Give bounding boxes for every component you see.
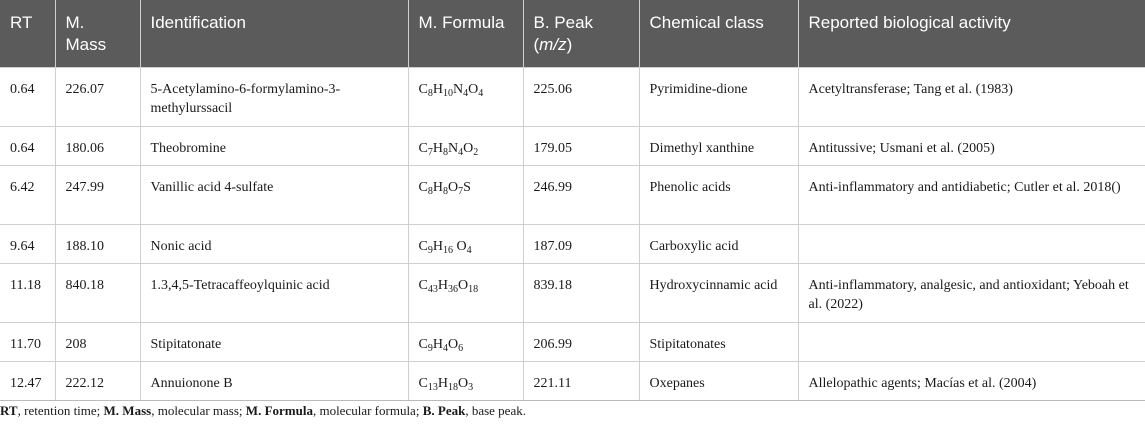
header-identification: Identification — [140, 0, 408, 67]
cell-rt: 6.42 — [0, 165, 55, 224]
formula-subscript: 8 — [442, 146, 448, 158]
table-row — [0, 126, 1145, 165]
cell-identification: Nonic acid — [140, 224, 408, 263]
header-peak-unit: m/z — [539, 35, 567, 54]
footnote-definition: , molecular formula; — [312, 403, 423, 418]
formula-subscript: 7 — [458, 185, 464, 197]
formula-element: H — [432, 81, 443, 97]
cell-peak: 225.06 — [523, 67, 639, 126]
cell-formula — [408, 165, 523, 224]
formula-element: O — [452, 238, 467, 254]
header-row — [0, 0, 1145, 67]
formula-subscript: 10 — [442, 87, 453, 99]
formula-element: O — [447, 179, 459, 195]
cell-rt: 0.64 — [0, 126, 55, 165]
cell-biological-activity: Anti-inflammatory, analgesic, and antioxidant; Yeboah et al. (2022) — [798, 263, 1145, 322]
footnote-abbreviation: B. Peak — [422, 403, 466, 418]
cell-peak: 187.09 — [523, 224, 639, 263]
cell-peak: 839.18 — [523, 263, 639, 322]
cell-peak: 179.05 — [523, 126, 639, 165]
cell-biological-activity: Anti-inflammatory and antidiabetic; Cutler et al. 2018() — [798, 165, 1145, 224]
formula-element: H — [432, 336, 443, 352]
cell-peak: 206.99 — [523, 322, 639, 361]
formula-element: N — [447, 140, 459, 156]
formula-element: H — [432, 238, 443, 254]
formula-subscript: 4 — [458, 146, 464, 158]
table-row — [0, 224, 1145, 263]
cell-mass: 208 — [55, 322, 140, 361]
formula-subscript: 18 — [447, 381, 458, 393]
header-rt: RT — [10, 13, 33, 32]
header-peak-close: ) — [566, 35, 573, 54]
formula-element: C — [418, 238, 428, 254]
cell-identification: 5-Acetylamino-6-formylamino-3-methylurssacil — [140, 67, 408, 126]
cell-mass: 247.99 — [55, 165, 140, 224]
formula-element: O — [457, 277, 469, 293]
formula-element: H — [437, 375, 448, 391]
cell-mass: 180.06 — [55, 126, 140, 165]
cell-identification: 1.3,4,5-Tetracaffeoylquinic acid — [140, 263, 408, 322]
formula-subscript: 9 — [427, 244, 433, 256]
formula-subscript: 4 — [442, 342, 448, 354]
cell-biological-activity: Allelopathic agents; Macías et al. (2004) — [798, 361, 1145, 400]
footnote-abbreviation: RT — [0, 403, 18, 418]
cell-rt: 12.47 — [0, 361, 55, 400]
cell-formula — [408, 263, 523, 322]
cell-rt: 11.18 — [0, 263, 55, 322]
formula-element: S — [463, 179, 471, 195]
table-row — [0, 165, 1145, 224]
formula-subscript: 2 — [473, 146, 479, 158]
formula-element: O — [463, 140, 474, 156]
formula-subscript: 16 — [442, 244, 453, 256]
cell-formula — [408, 67, 523, 126]
footnote-abbreviation: M. Mass — [103, 403, 152, 418]
cell-formula — [408, 322, 523, 361]
cell-identification: Annuionone B — [140, 361, 408, 400]
cell-biological-activity — [798, 224, 1145, 263]
formula-subscript: 8 — [442, 185, 448, 197]
table-footnote — [0, 403, 526, 419]
cell-biological-activity: Acetyltransferase; Tang et al. (1983) — [798, 67, 1145, 126]
footnote-definition: , retention time; — [17, 403, 104, 418]
table-row — [0, 361, 1145, 400]
cell-rt: 9.64 — [0, 224, 55, 263]
cell-mass: 188.10 — [55, 224, 140, 263]
cell-peak: 221.11 — [523, 361, 639, 400]
cell-formula — [408, 361, 523, 400]
cell-rt: 11.70 — [0, 322, 55, 361]
formula-subscript: 4 — [463, 87, 469, 99]
formula-subscript: 9 — [427, 342, 433, 354]
table-header — [0, 0, 1145, 67]
header-biological-activity: Reported biological activity — [798, 0, 1145, 67]
cell-biological-activity — [798, 322, 1145, 361]
formula-subscript: 7 — [427, 146, 433, 158]
header-peak — [523, 0, 639, 67]
cell-biological-activity: Antitussive; Usmani et al. (2005) — [798, 126, 1145, 165]
footnote-definition: , molecular mass; — [151, 403, 246, 418]
cell-identification: Vanillic acid 4-sulfate — [140, 165, 408, 224]
formula-element: C — [418, 81, 428, 97]
cell-chemical-class: Dimethyl xanthine — [639, 126, 798, 165]
formula-element: H — [432, 179, 443, 195]
cell-identification: Stipitatonate — [140, 322, 408, 361]
table-row — [0, 67, 1145, 126]
formula-subscript: 13 — [427, 381, 438, 393]
formula-element: O — [457, 375, 469, 391]
formula-subscript: 36 — [447, 283, 458, 295]
formula-subscript: 6 — [458, 342, 464, 354]
formula-element: C — [418, 375, 428, 391]
formula-element: H — [432, 140, 443, 156]
formula-element: H — [437, 277, 448, 293]
cell-chemical-class: Pyrimidine-dione — [639, 67, 798, 126]
cell-mass: 222.12 — [55, 361, 140, 400]
cell-peak: 246.99 — [523, 165, 639, 224]
table-row — [0, 263, 1145, 322]
formula-subscript: 8 — [427, 87, 433, 99]
cell-chemical-class: Carboxylic acid — [639, 224, 798, 263]
footnote-abbreviation: M. Formula — [245, 403, 313, 418]
formula-subscript: 4 — [478, 87, 484, 99]
formula-element: C — [418, 336, 428, 352]
table-row — [0, 322, 1145, 361]
cell-chemical-class: Phenolic acids — [639, 165, 798, 224]
header-formula: M. Formula — [408, 0, 523, 67]
cell-chemical-class: Stipitatonates — [639, 322, 798, 361]
formula-element: O — [447, 336, 459, 352]
footnote-definition: , base peak. — [465, 403, 526, 418]
header-mass: M. Mass — [55, 0, 140, 67]
cell-rt: 0.64 — [0, 67, 55, 126]
header-chemical-class: Chemical class — [639, 0, 798, 67]
formula-element: C — [418, 277, 428, 293]
formula-subscript: 3 — [468, 381, 474, 393]
formula-element: O — [468, 81, 479, 97]
formula-subscript: 4 — [466, 244, 472, 256]
cell-mass: 840.18 — [55, 263, 140, 322]
cell-chemical-class: Oxepanes — [639, 361, 798, 400]
formula-element: C — [418, 140, 428, 156]
cell-mass: 226.07 — [55, 67, 140, 126]
header-peak-label: B. Peak ( — [533, 13, 594, 54]
formula-subscript: 8 — [427, 185, 433, 197]
formula-element: C — [418, 179, 428, 195]
formula-subscript: 18 — [468, 283, 479, 295]
cell-formula — [408, 224, 523, 263]
cell-formula — [408, 126, 523, 165]
formula-subscript: 43 — [427, 283, 438, 295]
table-body — [0, 67, 1145, 400]
cell-identification: Theobromine — [140, 126, 408, 165]
cell-chemical-class: Hydroxycinnamic acid — [639, 263, 798, 322]
formula-element: N — [452, 81, 464, 97]
